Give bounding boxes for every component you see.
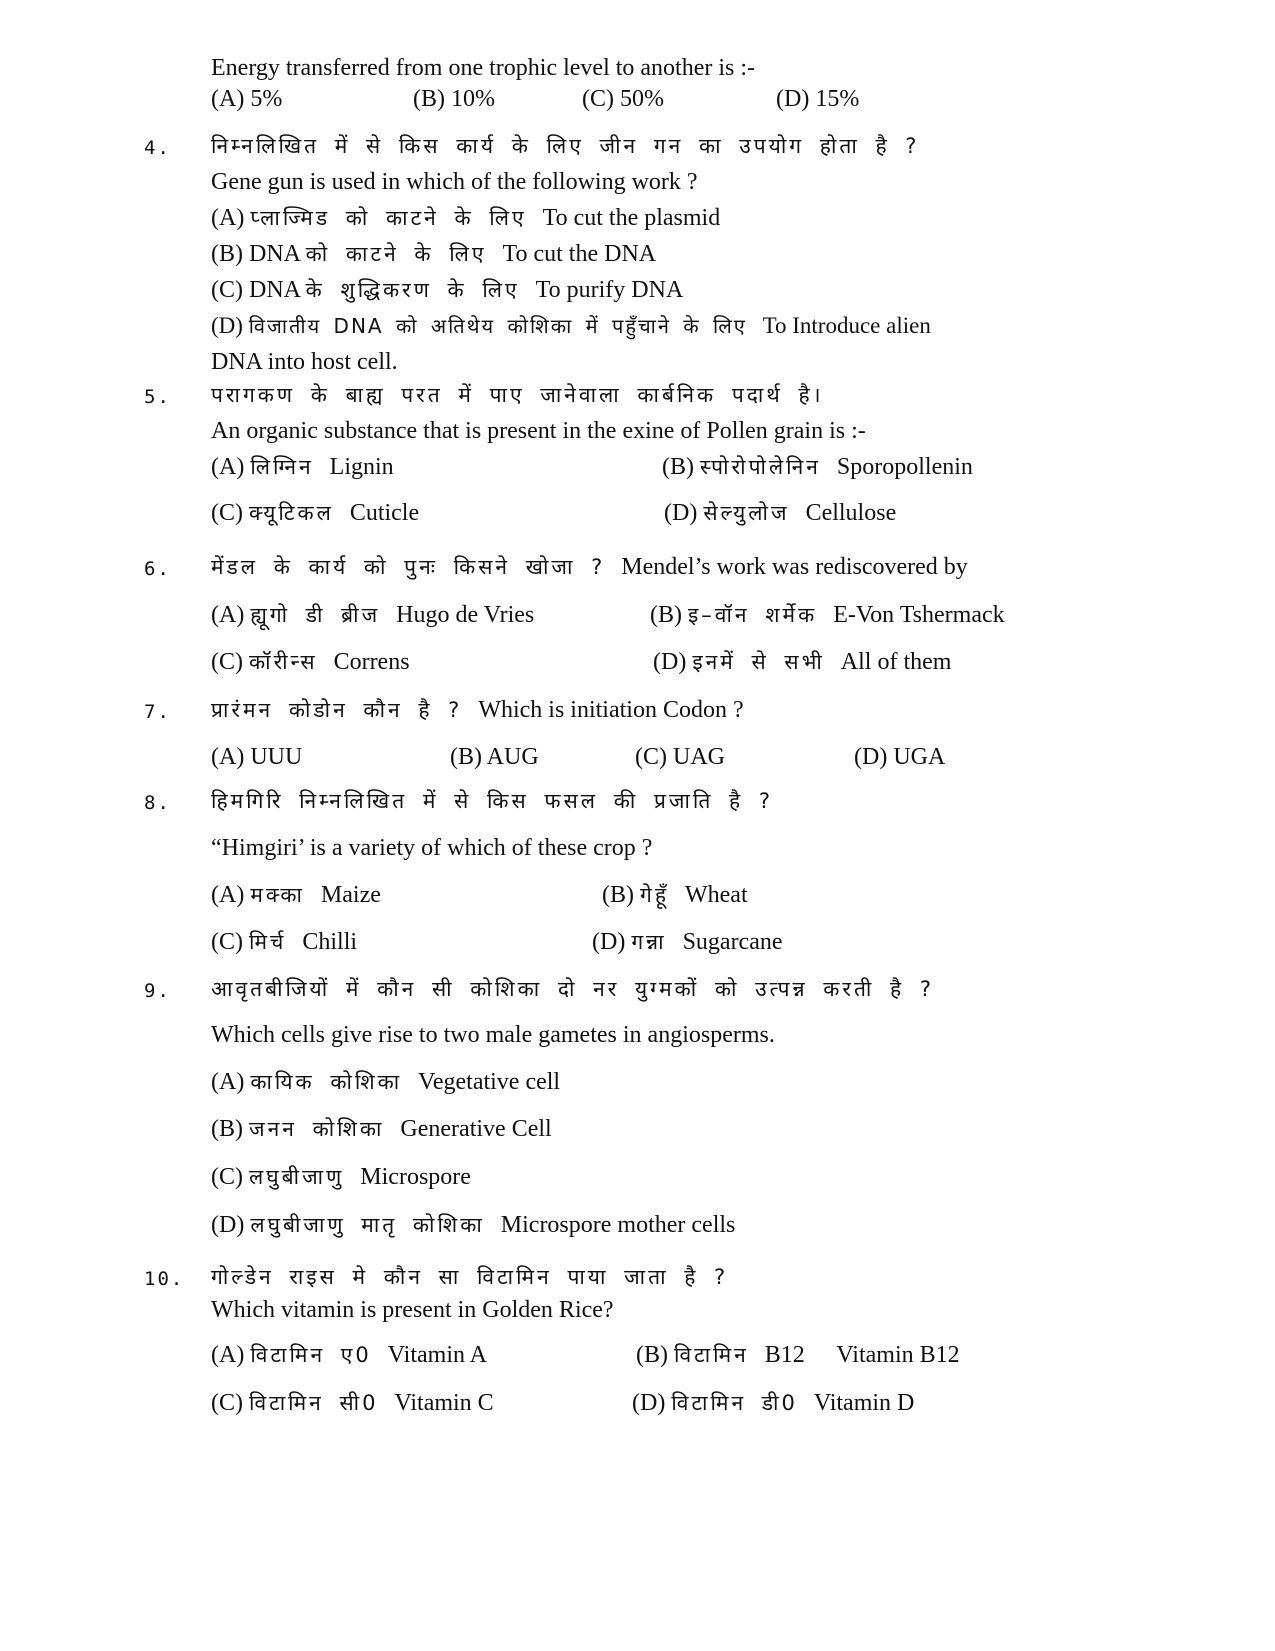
option-label: (A) — [211, 602, 245, 628]
option-en: Microspore — [360, 1164, 471, 1190]
option-en: Maize — [320, 882, 381, 908]
q4-option-b — [211, 239, 656, 269]
q7-option-a: (A) UUU — [211, 744, 303, 770]
option-label: (B) — [662, 454, 694, 480]
q6-option-d — [653, 647, 951, 677]
option-label: (D) — [211, 313, 243, 338]
option-label: (B) DNA — [211, 241, 300, 267]
option-en: E-Von Tshermack — [833, 602, 1005, 628]
q5-text-en: An organic substance that is present in the exine of Pollen grain is :- — [211, 418, 866, 444]
option-hi: सेल्युलोज — [703, 501, 790, 525]
q6-option-a — [211, 600, 534, 630]
option-en: Lignin — [329, 454, 394, 480]
option-en: Vitamin B12 — [836, 1342, 960, 1368]
option-label: (C) DNA — [211, 277, 300, 303]
q6-question — [211, 552, 968, 582]
q4-option-c — [211, 275, 683, 305]
option-en: Sporopollenin — [836, 454, 973, 480]
q10-option-d — [632, 1388, 914, 1418]
option-en: To Introduce alien — [762, 313, 931, 338]
option-label: (A) — [211, 1069, 245, 1095]
option-hi: गेहूँ — [640, 883, 669, 907]
option-label: (C) — [211, 649, 243, 675]
q5-option-a — [211, 452, 394, 482]
q10-option-a — [211, 1340, 487, 1370]
option-label: (C) — [211, 1164, 243, 1190]
q4-option-d — [211, 311, 931, 341]
option-label: (A) — [211, 454, 245, 480]
option-hi: जनन कोशिका — [249, 1117, 385, 1141]
option-hi: कायिक कोशिका — [250, 1070, 403, 1094]
q7-option-c: (C) UAG — [635, 744, 725, 770]
option-en: Cuticle — [349, 500, 420, 526]
option-hi: लिग्निन — [250, 455, 314, 479]
q8-option-d — [592, 927, 783, 957]
q4-option-d-continued: DNA into host cell. — [211, 349, 398, 375]
q8-option-b — [602, 880, 748, 910]
q8-text-hi: हिमगिरि निम्नलिखित में से किस फसल की प्रजाति है ? — [211, 789, 773, 813]
q7-number: 7. — [144, 701, 171, 723]
option-hi: के शुद्धिकरण के लिए — [305, 278, 520, 302]
option-hi: विटामिन सी0 — [249, 1391, 379, 1415]
option-label: (A) — [211, 1342, 245, 1368]
option-hi: लघुबीजाणु — [249, 1165, 345, 1189]
option-hi: क्यूटिकल — [249, 501, 334, 525]
q7-text-en: Which is initiation Codon ? — [478, 697, 744, 723]
option-hi: मक्का — [250, 883, 305, 907]
q7-option-b: (B) AUG — [450, 744, 539, 770]
option-hi: स्पोरोपोलेनिन — [700, 455, 821, 479]
option-hi: मिर्च — [249, 930, 287, 954]
q4-number: 4. — [144, 137, 171, 159]
option-en: Vitamin A — [387, 1342, 488, 1368]
q9-option-d — [211, 1210, 735, 1240]
option-label: (B) — [650, 602, 682, 628]
option-en: Generative Cell — [400, 1116, 552, 1142]
q6-text-en: Mendel’s work was rediscovered by — [621, 554, 968, 580]
option-en: Correns — [333, 649, 410, 675]
option-en: Chilli — [302, 929, 358, 955]
q8-number: 8. — [144, 792, 171, 814]
q4-text-en: Gene gun is used in which of the following work ? — [211, 169, 698, 195]
q7-question — [211, 695, 744, 725]
option-label: (C) — [211, 500, 243, 526]
option-en: Vitamin C — [394, 1390, 494, 1416]
q3-option-c: (C) 50% — [582, 86, 664, 112]
q10-number: 10. — [144, 1268, 185, 1290]
q6-text-hi: मेंडल के कार्य को पुनः किसने खोजा ? — [211, 555, 606, 579]
option-en: Cellulose — [805, 500, 897, 526]
option-hi: प्लाज्मिड को काटने के लिए — [250, 206, 527, 230]
option-hi: गन्ना — [631, 930, 667, 954]
option-label: (A) — [211, 882, 245, 908]
q5-option-b — [662, 452, 973, 482]
option-en: Wheat — [684, 882, 748, 908]
option-label: (B) — [211, 1116, 243, 1142]
option-hi: इनमें से सभी — [692, 650, 825, 674]
option-hi: को काटने के लिए — [305, 242, 487, 266]
q9-option-c — [211, 1162, 471, 1192]
q9-number: 9. — [144, 980, 171, 1002]
q9-option-a — [211, 1067, 560, 1097]
q8-option-c — [211, 927, 357, 957]
option-hi: कॉरीन्स — [249, 650, 318, 674]
q6-number: 6. — [144, 558, 171, 580]
q10-text-hi: गोल्डेन राइस मे कौन सा विटामिन पाया जाता है ? — [211, 1265, 729, 1289]
option-hi: लघुबीजाणु मातृ कोशिका — [250, 1213, 485, 1237]
option-label: (B) — [636, 1342, 668, 1368]
option-label: (B) — [602, 882, 634, 908]
option-hi: विटामिन ए0 — [250, 1343, 372, 1367]
option-mid: B12 — [764, 1342, 805, 1368]
q3-option-b: (B) 10% — [413, 86, 495, 112]
q3-option-a: (A) 5% — [211, 86, 283, 112]
option-en: To cut the plasmid — [542, 205, 721, 231]
option-label: (D) — [664, 500, 698, 526]
q5-option-c — [211, 498, 419, 528]
option-en: Sugarcane — [682, 929, 783, 955]
q9-option-b — [211, 1114, 552, 1144]
q7-option-d: (D) UGA — [854, 744, 946, 770]
q8-option-a — [211, 880, 381, 910]
option-label: (D) — [653, 649, 687, 675]
option-hi: इ–वॉन शर्मेक — [688, 603, 818, 627]
option-en: Vitamin D — [813, 1390, 915, 1416]
q6-option-c — [211, 647, 410, 677]
option-en: Vegetative cell — [418, 1069, 561, 1095]
option-en: To purify DNA — [535, 277, 684, 303]
option-label: (C) — [211, 1390, 243, 1416]
q3-option-d: (D) 15% — [776, 86, 860, 112]
option-hi: ह्यूगो डी ब्रीज — [250, 603, 381, 627]
option-en: Microspore mother cells — [500, 1212, 736, 1238]
q5-text-hi: परागकण के बाह्य परत में पाए जानेवाला कार्बनिक पदार्थ है। — [211, 383, 824, 407]
q4-option-a — [211, 203, 720, 233]
option-label: (D) — [211, 1212, 245, 1238]
q4-text-hi: निम्नलिखित में से किस कार्य के लिए जीन गन का उपयोग होता है ? — [211, 134, 920, 158]
option-label: (A) — [211, 205, 245, 231]
option-hi: विजातीय DNA को अतिथेय कोशिका में पहुँचाने के लिए — [248, 314, 747, 338]
option-label: (C) — [211, 929, 243, 955]
q5-number: 5. — [144, 386, 171, 408]
q9-text-en: Which cells give rise to two male gametes in angiosperms. — [211, 1022, 775, 1048]
option-label: (D) — [592, 929, 626, 955]
q10-option-b — [636, 1340, 960, 1370]
option-label: (D) — [632, 1390, 666, 1416]
option-hi: विटामिन — [674, 1343, 749, 1367]
option-en: To cut the DNA — [502, 241, 657, 267]
q10-text-en: Which vitamin is present in Golden Rice? — [211, 1297, 614, 1323]
q7-text-hi: प्रारंमन कोडोन कौन है ? — [211, 698, 463, 722]
q8-text-en: “Himgiri’ is a variety of which of these crop ? — [211, 835, 653, 861]
q9-text-hi: आवृतबीजियों में कौन सी कोशिका दो नर युग्मकों को उत्पन्न करती है ? — [211, 977, 935, 1001]
q3-text-en: Energy transferred from one trophic level to another is :- — [211, 55, 756, 81]
q5-option-d — [664, 498, 896, 528]
option-en: All of them — [840, 649, 952, 675]
option-hi: विटामिन डी0 — [671, 1391, 798, 1415]
q6-option-b — [650, 600, 1005, 630]
q10-option-c — [211, 1388, 494, 1418]
option-en: Hugo de Vries — [396, 602, 535, 628]
